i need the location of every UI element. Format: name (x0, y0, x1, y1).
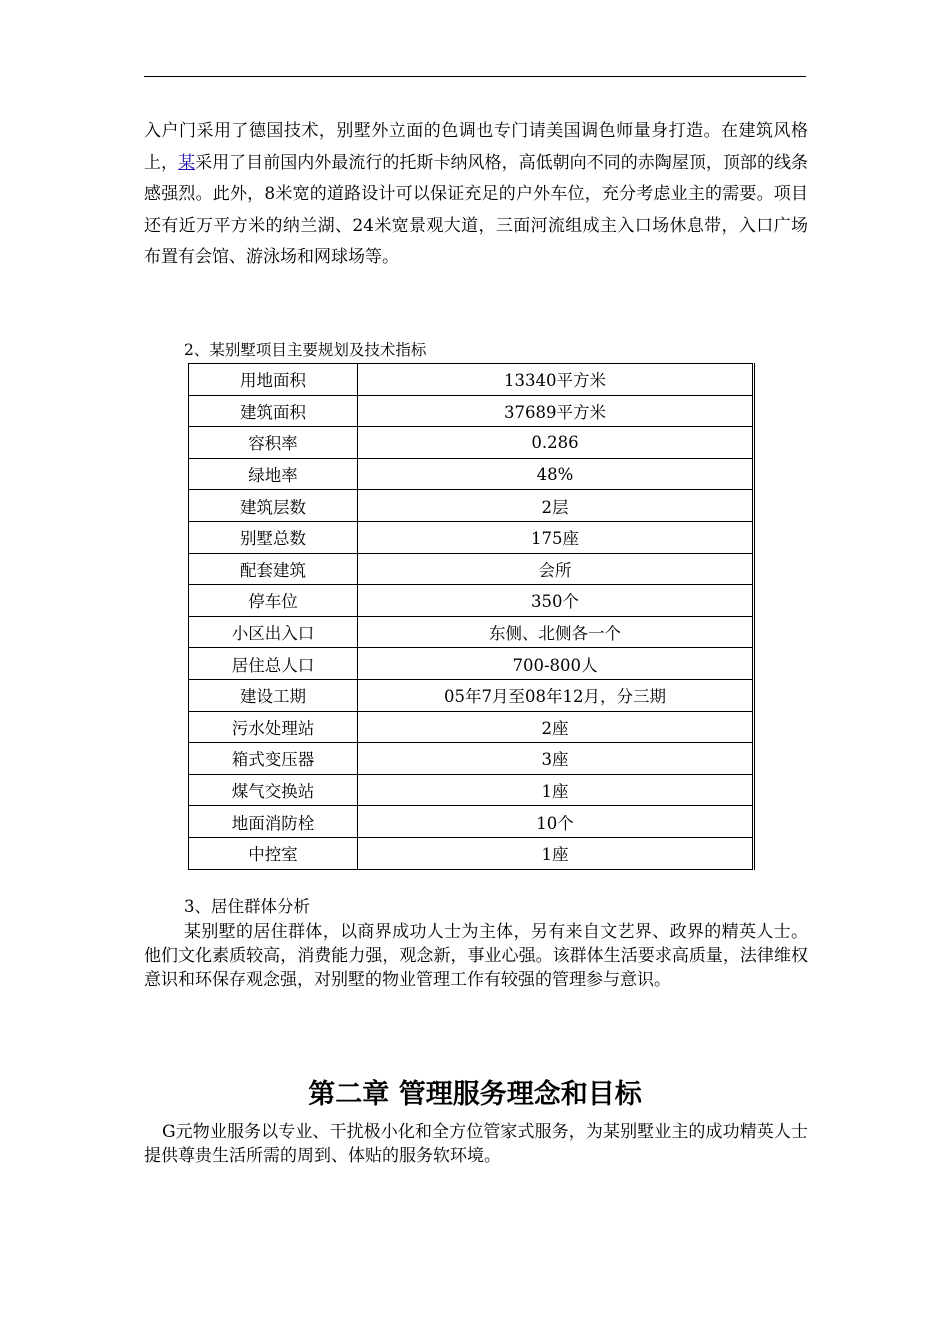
row-label: 建设工期 (189, 679, 358, 711)
row-value: 10个 (358, 806, 754, 838)
table-row (189, 364, 754, 396)
indicator-table (188, 363, 755, 870)
chapter-intro-paragraph: G元物业服务以专业、干扰极小化和全方位管家式服务，为某别墅业主的成功精英人士提供尊贵生活所需的周到、体贴的服务软环境。 (144, 1122, 808, 1166)
table-row (189, 616, 754, 648)
row-label: 别墅总数 (189, 521, 358, 553)
project-link[interactable]: 某 (178, 152, 196, 173)
table-row (189, 711, 754, 743)
row-value: 700-800人 (358, 648, 754, 680)
row-label: 中控室 (189, 837, 358, 869)
row-label: 配套建筑 (189, 553, 358, 585)
table-row (189, 774, 754, 806)
header-rule (144, 76, 806, 77)
table-row (189, 427, 754, 459)
row-label: 煤气交换站 (189, 774, 358, 806)
chapter-title: 第二章 管理服务理念和目标 (308, 1079, 642, 1110)
row-label: 建筑层数 (189, 490, 358, 522)
row-value: 3座 (358, 743, 754, 775)
table-row (189, 553, 754, 585)
row-value: 175座 (358, 521, 754, 553)
row-label: 停车位 (189, 585, 358, 617)
row-label: 绿地率 (189, 458, 358, 490)
row-value: 05年7月至08年12月，分三期 (358, 679, 754, 711)
table-row (189, 585, 754, 617)
row-label: 箱式变压器 (189, 743, 358, 775)
table-row (189, 679, 754, 711)
table-row (189, 395, 754, 427)
row-label: 建筑面积 (189, 395, 358, 427)
row-label: 地面消防栓 (189, 806, 358, 838)
row-value: 13340平方米 (358, 364, 754, 396)
table-row (189, 806, 754, 838)
table-row (189, 521, 754, 553)
row-value: 350个 (358, 585, 754, 617)
row-value: 2层 (358, 490, 754, 522)
row-value: 0.286 (358, 427, 754, 459)
row-label: 容积率 (189, 427, 358, 459)
table-row (189, 743, 754, 775)
table-row (189, 458, 754, 490)
row-value: 37689平方米 (358, 395, 754, 427)
row-value: 48% (358, 458, 754, 490)
table-row (189, 837, 754, 869)
table-row (189, 490, 754, 522)
row-label: 居住总人口 (189, 648, 358, 680)
row-value: 1座 (358, 774, 754, 806)
row-label: 小区出入口 (189, 616, 358, 648)
row-value: 会所 (358, 553, 754, 585)
intro-paragraph: 入户门采用了德国技术，别墅外立面的色调也专门请美国调色师量身打造。在建筑风格上，某采用了目前国内外最流行的托斯卡纳风格，高低朝向不同的赤陶屋顶，顶部的线条感强烈。此外，8米宽的道路设计可以保证充足的户外车位，充分考虑业主的需要。项目还有近万平方米的纳兰湖、24米宽景观大道，三面河流组成主入口场休息带，入口广场布置有会馆、游泳场和网球场等。 (144, 121, 809, 267)
section-3-heading: 3、居住群体分析 (184, 897, 310, 916)
section-2-heading: 2、某别墅项目主要规划及技术指标 (184, 341, 427, 359)
table-row (189, 648, 754, 680)
row-value: 2座 (358, 711, 754, 743)
row-label: 污水处理站 (189, 711, 358, 743)
row-value: 东侧、北侧各一个 (358, 616, 754, 648)
row-value: 1座 (358, 837, 754, 869)
row-label: 用地面积 (189, 364, 358, 396)
residents-paragraph: 某别墅的居住群体，以商界成功人士为主体，另有来自文艺界、政界的精英人士。他们文化素质较高，消费能力强，观念新，事业心强。该群体生活要求高质量，法律维权意识和环保存观念强，对别墅的物业管理工作有较强的管理参与意识。 (144, 922, 808, 990)
